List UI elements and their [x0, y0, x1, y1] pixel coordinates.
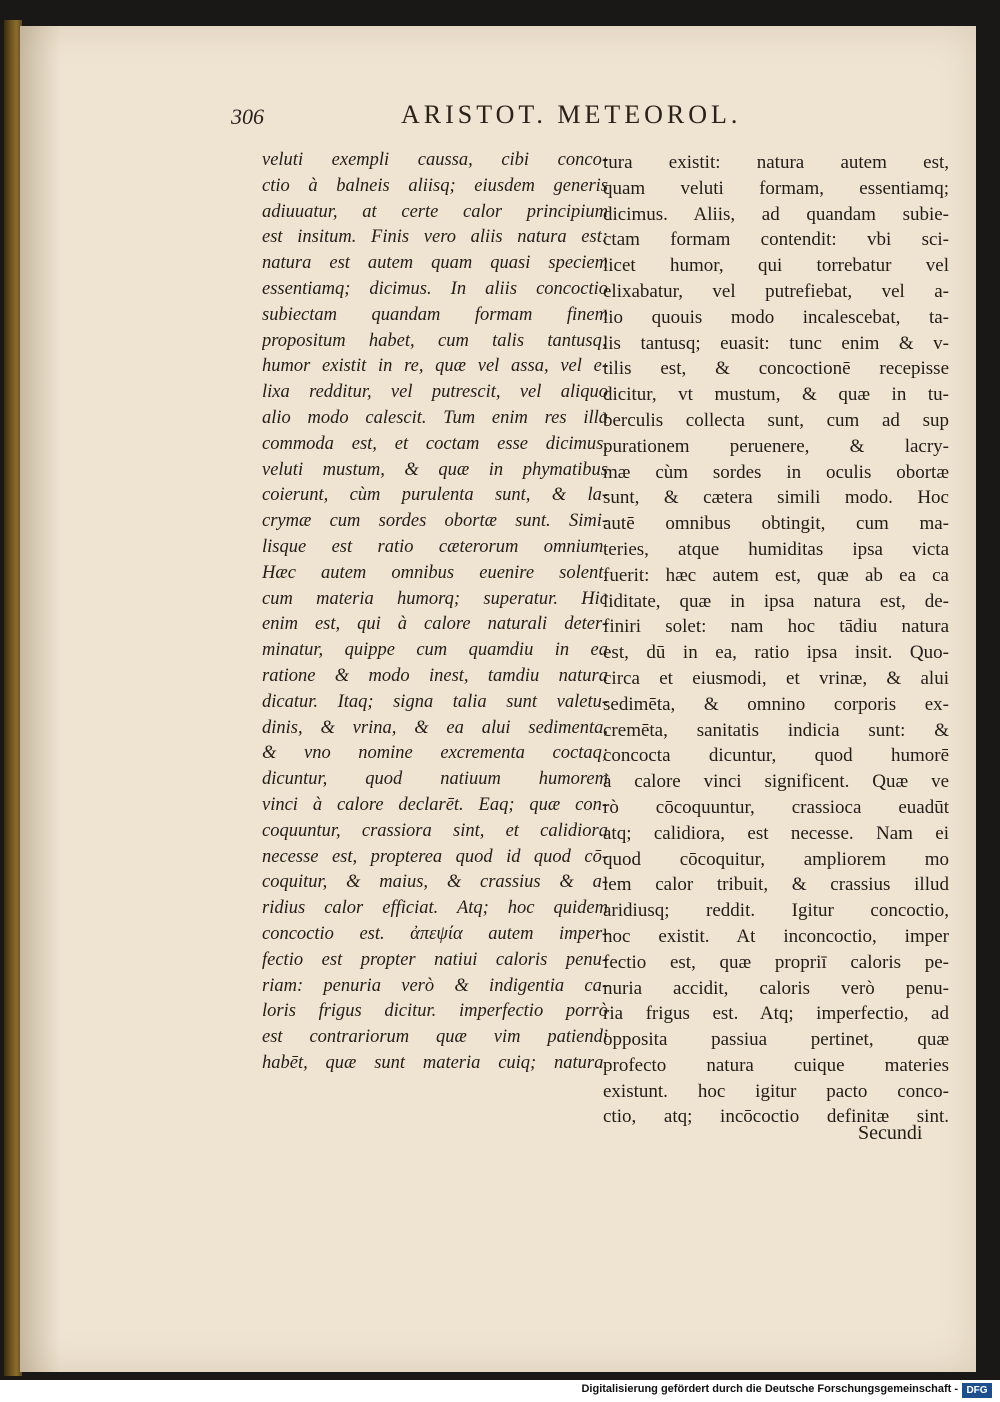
text-line: propositum habet, cum talis tantusq; [262, 330, 608, 351]
text-line: lis tantusq; euasit: tunc enim & v- [603, 332, 949, 354]
text-line: concoctio est. ἀπεψία autem imper- [262, 923, 608, 944]
text-line: sunt, & cætera simili modo. Hoc [603, 487, 949, 509]
text-line: lixa redditur, vel putrescit, vel aliquo [262, 382, 608, 403]
text-line: loris frigus dicitur. imperfectio porrò [262, 1001, 608, 1022]
text-line: essentiamq; dicimus. In aliis concoctio [262, 278, 608, 299]
text-line: coierunt, cùm purulenta sunt, & la- [262, 485, 608, 506]
text-line: necesse est, propterea quod id quod cō- [262, 846, 608, 867]
text-line: à calore vinci significent. Quæ ve [603, 771, 949, 793]
text-line: enim est, qui à calore naturali deter- [262, 614, 608, 635]
text-line: tilis est, & concoctionē recepisse [603, 358, 949, 380]
text-line: alio modo calescit. Tum enim res illa [262, 407, 608, 428]
text-line: quod cōcoquitur, ampliorem mo [603, 848, 949, 870]
text-line: liditate, quæ in ipsa natura est, de- [603, 590, 949, 612]
right-column-text [603, 150, 949, 1130]
text-line: ctio à balneis aliisq; eiusdem generis [262, 175, 608, 196]
text-line: profecto natura cuique materies [603, 1054, 949, 1076]
text-line: existunt. hoc igitur pacto conco- [603, 1080, 949, 1102]
funding-credit: Digitalisierung gefördert durch die Deutsche Forschungsgemeinschaft - [581, 1383, 958, 1395]
running-title: ARISTOT. METEOROL. [401, 100, 742, 129]
text-line: sedimēta, & omnino corporis ex- [603, 693, 949, 715]
text-line: ria frigus est. Atq; imperfectio, ad [603, 1003, 949, 1025]
text-line: autē omnibus obtingit, cum ma- [603, 513, 949, 535]
text-line: dicatur. Itaq; signa talia sunt valetu- [262, 691, 608, 712]
text-line: fectio est, quæ propriī caloris pe- [603, 951, 949, 973]
page-number: 306 [231, 104, 264, 129]
text-line: circa et eiusmodi, et vrinæ, & alui [603, 667, 949, 689]
text-line: teries, atque humiditas ipsa victa [603, 538, 949, 560]
text-line: crymæ cum sordes obortæ sunt. Simi- [262, 511, 608, 532]
text-line: fectio est propter natiui caloris penu- [262, 949, 608, 970]
catchword: Secundi [858, 1122, 923, 1144]
left-column-text [262, 148, 608, 1077]
text-line: minatur, quippe cum quamdiu in ea [262, 640, 608, 661]
text-line: adiuuatur, at certe calor principium [262, 201, 608, 222]
text-line: coquuntur, crassiora sint, et calidiora [262, 820, 608, 841]
digitization-footer [0, 1380, 1000, 1402]
dfg-logo: DFG [962, 1383, 992, 1398]
text-line: cremēta, sanitatis indicia sunt: & [603, 719, 949, 741]
text-line: dinis, & vrina, & ea alui sedimenta, [262, 717, 608, 738]
text-line: berculis collecta sunt, cum ad sup [603, 409, 949, 431]
text-line: rò cōcoquuntur, crassioca euadūt [603, 796, 949, 818]
text-line: riam: penuria verò & indigentia ca- [262, 975, 608, 996]
text-line: cum materia humorq; superatur. Hic [262, 588, 608, 609]
text-line: dicuntur, quod natiuum humorem [262, 769, 608, 790]
text-line: nuria accidit, caloris verò penu- [603, 977, 949, 999]
text-line: lem calor tribuit, & crassius illud [603, 874, 949, 896]
text-line: tura existit: natura autem est, [603, 152, 949, 173]
text-line: subiectam quandam formam finem [262, 304, 608, 325]
text-line: fuerit: hæc autem est, quæ ab ea ca [603, 564, 949, 586]
text-line: ratione & modo inest, tamdiu natura [262, 665, 608, 686]
text-line: natura est autem quam quasi speciem [262, 253, 608, 274]
text-line: ctam formam contendit: vbi sci- [603, 229, 949, 251]
text-line: est, dū in ea, ratio ipsa insit. Quo- [603, 642, 949, 664]
text-line: habēt, quæ sunt materia cuiq; natura. [262, 1052, 608, 1073]
text-line: Hæc autem omnibus euenire solent, [262, 562, 608, 583]
text-line: dicitur, vt mustum, & quæ in tu- [603, 384, 949, 406]
text-line: ridius calor efficiat. Atq; hoc quidem [262, 898, 608, 919]
text-line: hoc existit. At inconcoctio, imper [603, 925, 949, 947]
text-line: purationem peruenere, & lacry- [603, 435, 949, 457]
text-line: aridiusq; reddit. Igitur concoctio, [603, 900, 949, 922]
text-line: finiri solet: nam hoc tādiu natura [603, 616, 949, 638]
text-line: atq; calidiora, est necesse. Nam ei [603, 822, 949, 844]
text-line: lisque est ratio cæterorum omnium. [262, 536, 608, 557]
text-line: elixabatur, vel putrefiebat, vel a- [603, 280, 949, 302]
text-line: dicimus. Aliis, ad quandam subie- [603, 203, 949, 225]
text-line: opposita passiua pertinet, quæ [603, 1029, 949, 1051]
text-line: humor existit in re, quæ vel assa, vel e- [262, 356, 608, 377]
text-line: ctio, atq; incōcoctio definitæ sint. [603, 1106, 949, 1128]
page-header [231, 100, 831, 140]
text-line: veluti exempli caussa, cibi conco- [262, 150, 608, 170]
text-line: coquitur, & maius, & crassius & a- [262, 872, 608, 893]
text-line: veluti mustum, & quæ in phymatibus [262, 459, 608, 480]
text-line: est contrariorum quæ vim patiendi [262, 1027, 608, 1048]
text-line: vinci à calore declarēt. Eaq; quæ con- [262, 794, 608, 815]
text-line: commoda est, et coctam esse dicimus, [262, 433, 608, 454]
text-line: licet humor, qui torrebatur vel [603, 255, 949, 277]
text-line: concocta dicuntur, quod humorē [603, 745, 949, 767]
text-line: mæ cùm sordes in oculis obortæ [603, 461, 949, 483]
text-line: quam veluti formam, essentiamq; [603, 177, 949, 199]
text-line: est insitum. Finis vero aliis natura est: [262, 227, 608, 248]
text-line: lio quouis modo incalescebat, ta- [603, 306, 949, 328]
text-line: & vno nomine excrementa coctaq; [262, 743, 608, 764]
